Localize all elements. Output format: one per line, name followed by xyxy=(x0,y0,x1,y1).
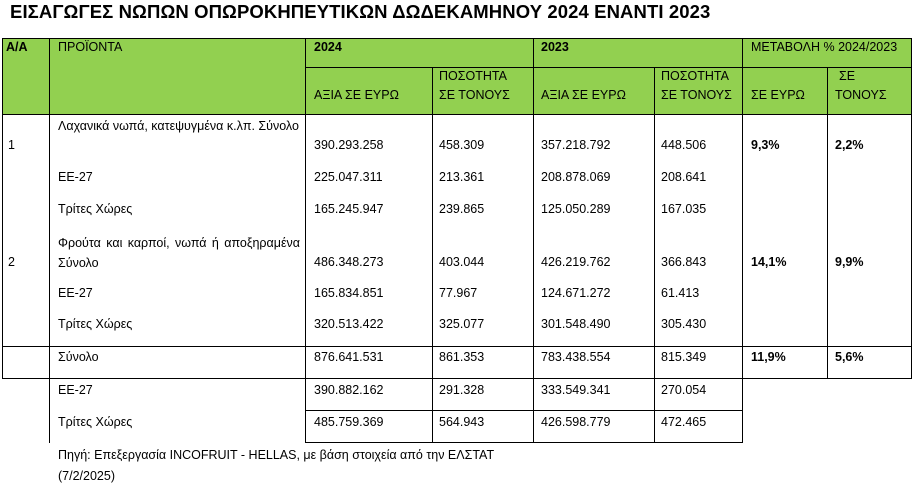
total-qty-2023: 815.349 xyxy=(661,350,707,364)
grid-line xyxy=(305,67,912,68)
cell-change-tons: 2,2% xyxy=(835,138,864,152)
total-value-2023: 783.438.554 xyxy=(541,350,611,364)
grid-line xyxy=(2,38,3,379)
cell-qty-2023: 208.641 xyxy=(661,170,707,184)
grid-line xyxy=(305,410,743,411)
grid-line xyxy=(654,67,655,443)
cell-value-2023: 124.671.272 xyxy=(541,286,611,300)
sub-label-eu: ΕΕ-27 xyxy=(58,170,93,184)
header-year-2024: 2024 xyxy=(314,40,342,54)
grid-line xyxy=(305,442,743,443)
cell-value-2024: 225.047.311 xyxy=(314,170,383,184)
grid-line xyxy=(827,67,828,379)
cell-value-2024: 165.245.947 xyxy=(314,202,384,216)
sub-label-eu: ΕΕ-27 xyxy=(58,286,93,300)
header-value-2024: ΑΞΙΑ ΣΕ ΕΥΡΩ xyxy=(314,88,399,102)
cell-value-2023: 208.878.069 xyxy=(541,170,611,184)
sub-label-third: Τρίτες Χώρες xyxy=(58,317,133,331)
grid-line xyxy=(2,346,912,347)
header-change-tons-l1: ΣΕ xyxy=(839,69,856,83)
sub-label-third: Τρίτες Χώρες xyxy=(58,202,133,216)
cell-qty-2024: 77.967 xyxy=(439,286,478,300)
grid-line xyxy=(305,38,306,443)
product-name: Φρούτα και καρποί, νωπά ή αποξηραμένα Σύνολο xyxy=(58,236,300,270)
cell-value-2024: 320.513.422 xyxy=(314,317,384,331)
total-qty-2024: 861.353 xyxy=(439,350,485,364)
grand-eu-label: ΕΕ-27 xyxy=(58,383,93,397)
total-value-2024: 876.641.531 xyxy=(314,350,384,364)
grand-third-value-2023: 426.598.779 xyxy=(541,415,611,429)
cell-value-2024: 165.834.851 xyxy=(314,286,384,300)
source-note: Πηγή: Επεξεργασία INCOFRUIT - HELLAS, με βάση στοιχεία από την ΕΛΣΤΑΤ (7/2/2025) xyxy=(58,448,494,483)
header-change: ΜΕΤΑΒΟΛΗ % 2024/2023 xyxy=(751,40,898,54)
grid-line xyxy=(2,114,912,115)
grand-third-label: Τρίτες Χώρες xyxy=(58,415,133,429)
grid-line xyxy=(2,38,912,39)
grand-third-qty-2023: 472.465 xyxy=(661,415,707,429)
header-qty-2023-l1: ΠΟΣΟΤΗΤΑ xyxy=(661,69,729,83)
grid-line xyxy=(742,38,743,443)
grand-eu-value-2024: 390.882.162 xyxy=(314,383,384,397)
cell-value-2024: 390.293.258 xyxy=(314,138,384,152)
product-name: Λαχανικά νωπά, κατεψυγμένα κ.λπ. Σύνολο xyxy=(58,119,299,133)
cell-qty-2024: 213.361 xyxy=(439,170,485,184)
grid-line xyxy=(2,378,912,379)
grand-eu-value-2023: 333.549.341 xyxy=(541,383,611,397)
cell-qty-2023: 61.413 xyxy=(661,286,700,300)
cell-qty-2023: 167.035 xyxy=(661,202,707,216)
header-products: ΠΡΟΪΟΝΤΑ xyxy=(58,40,123,54)
cell-qty-2023: 448.506 xyxy=(661,138,707,152)
page-title: ΕΙΣΑΓΩΓΕΣ ΝΩΠΩΝ ΟΠΩΡΟΚΗΠΕΥΤΙΚΩΝ ΔΩΔΕΚΑΜΗΝΟΥ 2024 ΕΝΑΝΤΙ 2023 xyxy=(10,1,711,22)
cell-qty-2024: 325.077 xyxy=(439,317,485,331)
cell-qty-2024: 239.865 xyxy=(439,202,485,216)
header-aa: Α/Α xyxy=(6,40,28,54)
header-change-eur: ΣΕ ΕΥΡΩ xyxy=(751,88,805,102)
row-number: 1 xyxy=(8,138,15,152)
grand-third-value-2024: 485.759.369 xyxy=(314,415,384,429)
header-qty-2023-l2: ΣΕ ΤΟΝΟΥΣ xyxy=(661,88,732,102)
cell-qty-2024: 403.044 xyxy=(439,255,485,269)
grand-eu-qty-2023: 270.054 xyxy=(661,383,707,397)
header-year-2023: 2023 xyxy=(541,40,569,54)
row-number: 2 xyxy=(8,255,15,269)
header-value-2023: ΑΞΙΑ ΣΕ ΕΥΡΩ xyxy=(541,88,626,102)
cell-value-2023: 426.219.762 xyxy=(541,255,611,269)
header-qty-2024-l2: ΣΕ ΤΟΝΟΥΣ xyxy=(439,88,510,102)
cell-value-2024: 486.348.273 xyxy=(314,255,384,269)
grid-line xyxy=(533,38,534,443)
cell-value-2023: 357.218.792 xyxy=(541,138,611,152)
cell-value-2023: 301.548.490 xyxy=(541,317,611,331)
total-change-eur: 11,9% xyxy=(751,350,786,364)
cell-qty-2024: 458.309 xyxy=(439,138,485,152)
cell-qty-2023: 366.843 xyxy=(661,255,707,269)
total-change-tons: 5,6% xyxy=(835,350,864,364)
cell-change-tons: 9,9% xyxy=(835,255,864,269)
cell-change-eur: 14,1% xyxy=(751,255,787,269)
grand-eu-qty-2024: 291.328 xyxy=(439,383,485,397)
header-qty-2024-l1: ΠΟΣΟΤΗΤΑ xyxy=(439,69,507,83)
grid-line xyxy=(432,67,433,443)
grid-line xyxy=(911,38,912,379)
header-change-tons-l2: ΤΟΝΟΥΣ xyxy=(835,88,887,102)
grand-third-qty-2024: 564.943 xyxy=(439,415,485,429)
total-label: Σύνολο xyxy=(58,350,99,364)
cell-qty-2023: 305.430 xyxy=(661,317,707,331)
cell-value-2023: 125.050.289 xyxy=(541,202,611,216)
cell-change-eur: 9,3% xyxy=(751,138,780,152)
grid-line xyxy=(49,38,50,443)
